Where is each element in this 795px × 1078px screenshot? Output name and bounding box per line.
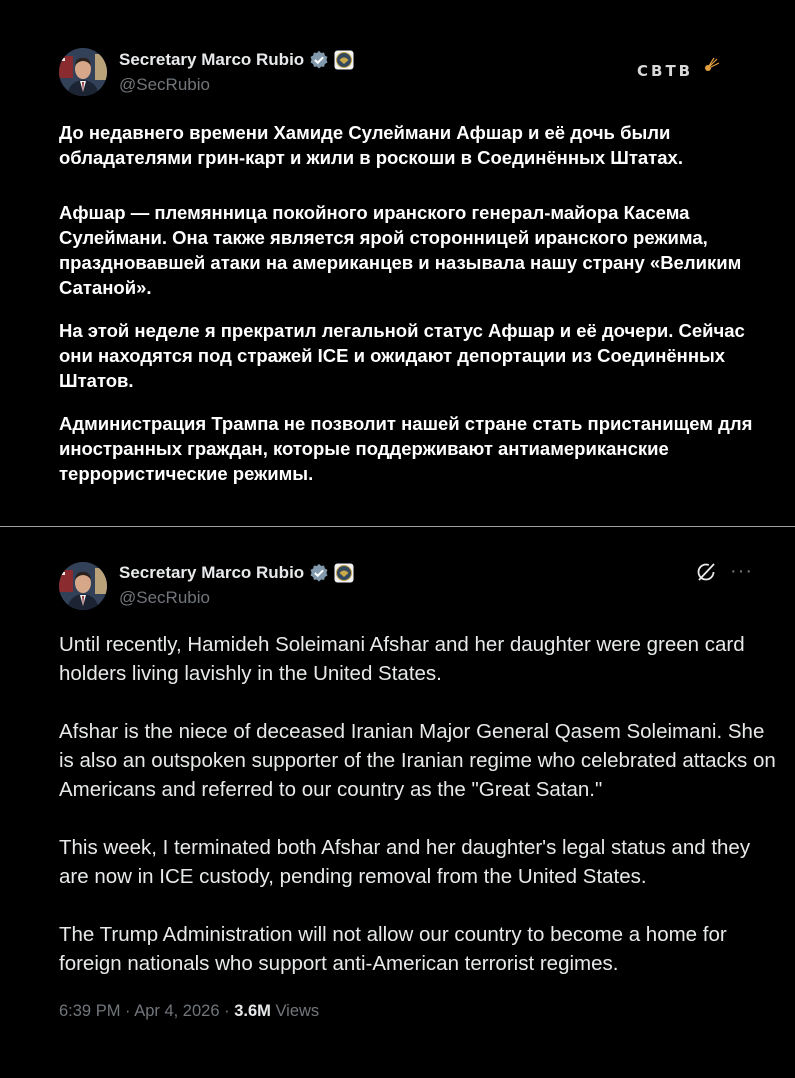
post-paragraph: Афшар — племянница покойного иранского генерал-майора Касема Сулеймани. Она также является ярой сторонницей иранского режима, праздновавшей атаки на американцев и называла нашу страну «Великим Сатаной».	[59, 202, 742, 298]
post-paragraph: The Trump Administration will not allow our country to become a home for foreign nationals who support anti-American terrorist regimes.	[59, 923, 727, 975]
post-body-russian	[59, 120, 769, 486]
post-paragraph: На этой неделе я прекратил легальной статус Афшар и её дочери. Сейчас они находятся под стражей ICE и ожидают депортации из Соединённых Штатов.	[59, 320, 745, 391]
author-avatar[interactable]	[59, 562, 107, 610]
post-timestamp[interactable]: 6:39 PM · Apr 4, 2026 ·	[59, 1002, 235, 1020]
post-body-english	[59, 630, 779, 978]
post-paragraph: До недавнего времени Хамиде Сулеймани Афшар и её дочь были обладателями грин-карт и жили в роскоши в Соединённых Штатах.	[59, 122, 683, 168]
author-name[interactable]: Secretary Marco Rubio	[119, 563, 354, 583]
post-paragraph: This week, I terminated both Afshar and her daughter's legal status and they are now in ICE custody, pending removal from the United States.	[59, 836, 751, 888]
post-metadata	[59, 1002, 319, 1021]
author-name[interactable]: Secretary Marco Rubio	[119, 50, 354, 70]
state-department-seal-icon	[334, 563, 354, 583]
author-handle[interactable]: @SecRubio	[119, 588, 210, 607]
watermark-satellite-icon	[700, 56, 720, 76]
post-paragraph: Until recently, Hamideh Soleimani Afshar and her daughter were green card holders living lavishly in the United States.	[59, 633, 745, 685]
more-options-button[interactable]: ···	[730, 560, 753, 582]
section-divider	[0, 526, 795, 527]
verified-badge-icon	[309, 563, 329, 583]
state-department-seal-icon	[334, 50, 354, 70]
author-avatar[interactable]	[59, 48, 107, 96]
watermark-logo: СВТВ	[637, 62, 694, 80]
views-label: Views	[270, 1002, 320, 1020]
author-handle[interactable]: @SecRubio	[119, 75, 210, 94]
post-paragraph: Администрация Трампа не позволит нашей стране стать пристанищем для иностранных граждан, которые поддерживают антиамериканские террористические режимы.	[59, 413, 753, 484]
verified-badge-icon	[309, 50, 329, 70]
post-paragraph: Afshar is the niece of deceased Iranian Major General Qasem Soleimani. She is also an outspoken supporter of the Iranian regime who celebrated attacks on Americans and referred to our country as the "Great Satan."	[59, 720, 776, 801]
views-count: 3.6M	[234, 1002, 271, 1020]
grok-icon[interactable]	[695, 561, 717, 583]
